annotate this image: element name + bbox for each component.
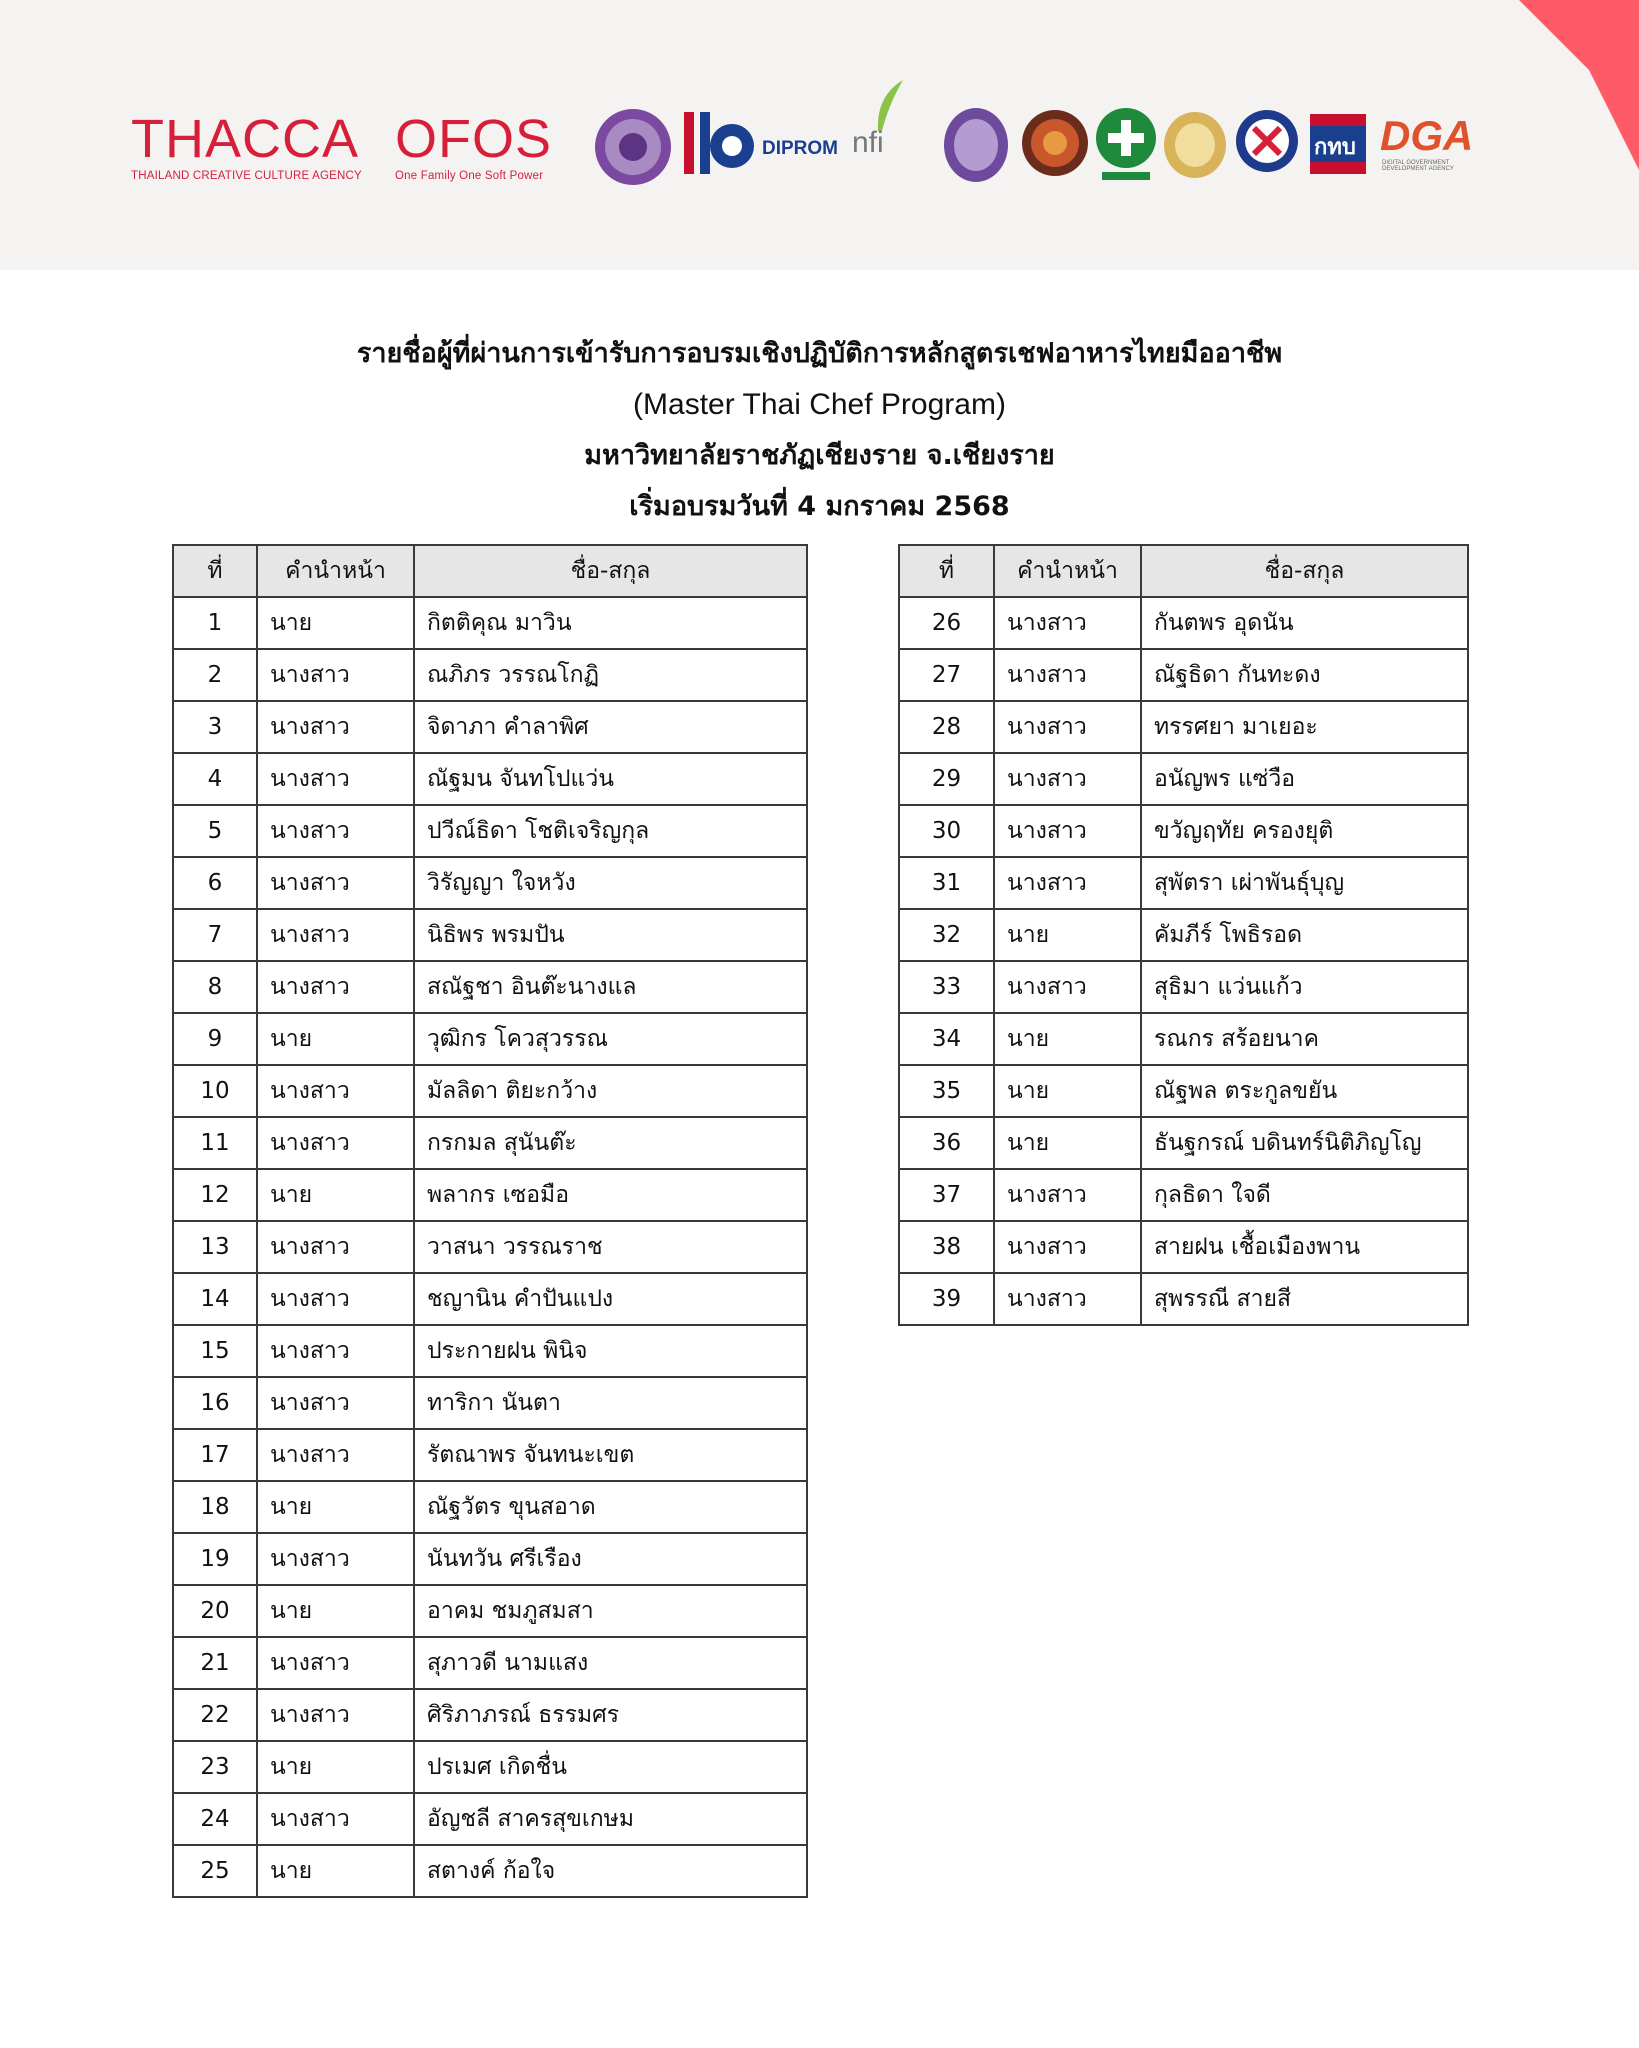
row-full-name: อัญชลี สาครสุขเกษม: [414, 1793, 807, 1845]
table-row: [899, 753, 1468, 805]
row-full-name: ณัฐมน จันทโปแว่น: [414, 753, 807, 805]
table-row: [173, 1741, 807, 1793]
row-full-name: กรกมล สุนันต๊ะ: [414, 1117, 807, 1169]
row-number: 5: [173, 805, 257, 857]
row-full-name: ประกายฝน พินิจ: [414, 1325, 807, 1377]
row-prefix: นาย: [994, 1117, 1141, 1169]
department-of-health-logo-icon: [1094, 106, 1158, 184]
row-full-name: ธันฐกรณ์ บดินทร์นิติภิญโญ: [1141, 1117, 1468, 1169]
row-number: 9: [173, 1013, 257, 1065]
row-prefix: นางสาว: [257, 753, 414, 805]
tpqi-logo-icon: [1234, 108, 1300, 178]
row-prefix: นางสาว: [994, 1273, 1141, 1325]
row-number: 1: [173, 597, 257, 649]
row-number: 34: [899, 1013, 994, 1065]
row-number: 36: [899, 1117, 994, 1169]
row-prefix: นางสาว: [257, 649, 414, 701]
bangkok-logo-icon: กทบ: [1310, 114, 1366, 174]
row-full-name: กิตติคุณ มาวิน: [414, 597, 807, 649]
row-number: 2: [173, 649, 257, 701]
corner-decoration: [1519, 0, 1639, 170]
row-full-name: สายฝน เชื้อเมืองพาน: [1141, 1221, 1468, 1273]
table-row: [899, 1013, 1468, 1065]
title-line-4: เริ่มอบรมวันที่ 4 มกราคม 2568: [629, 491, 1010, 522]
row-prefix: นางสาว: [257, 1221, 414, 1273]
row-number: 28: [899, 701, 994, 753]
row-full-name: สุภาวดี นามแสง: [414, 1637, 807, 1689]
table-row: [173, 1429, 807, 1481]
table-header-row: [173, 545, 807, 597]
row-full-name: วุฒิกร โควสุวรรณ: [414, 1013, 807, 1065]
row-prefix: นางสาว: [994, 701, 1141, 753]
table-row: [173, 1325, 807, 1377]
row-prefix: นาย: [257, 1169, 414, 1221]
row-number: 29: [899, 753, 994, 805]
row-full-name: พลากร เซอมือ: [414, 1169, 807, 1221]
row-full-name: รัตณาพร จันทนะเขต: [414, 1429, 807, 1481]
table-row: [899, 701, 1468, 753]
row-prefix: นางสาว: [257, 1273, 414, 1325]
row-number: 21: [173, 1637, 257, 1689]
row-prefix: นางสาว: [994, 1221, 1141, 1273]
row-prefix: นางสาว: [257, 1377, 414, 1429]
table-row: [173, 1065, 807, 1117]
row-number: 7: [173, 909, 257, 961]
table-row: [899, 961, 1468, 1013]
row-number: 23: [173, 1741, 257, 1793]
table-row: [899, 1065, 1468, 1117]
row-full-name: ศิริภาภรณ์ ธรรมศร: [414, 1689, 807, 1741]
row-number: 20: [173, 1585, 257, 1637]
row-prefix: นาย: [994, 909, 1141, 961]
row-number: 30: [899, 805, 994, 857]
column-header-no: ที่: [173, 545, 257, 597]
row-full-name: กันตพร อุดนัน: [1141, 597, 1468, 649]
table-row: [173, 857, 807, 909]
row-number: 16: [173, 1377, 257, 1429]
table-row: [899, 649, 1468, 701]
table-row: [173, 1273, 807, 1325]
table-row: [899, 805, 1468, 857]
row-prefix: นางสาว: [257, 805, 414, 857]
table-row: [173, 1481, 807, 1533]
row-number: 31: [899, 857, 994, 909]
thacca-logo: THACCA THAILAND CREATIVE CULTURE AGENCY: [131, 109, 362, 182]
row-number: 33: [899, 961, 994, 1013]
row-prefix: นางสาว: [994, 753, 1141, 805]
row-number: 35: [899, 1065, 994, 1117]
row-prefix: นางสาว: [994, 649, 1141, 701]
row-number: 17: [173, 1429, 257, 1481]
table-row: [173, 753, 807, 805]
row-number: 14: [173, 1273, 257, 1325]
row-full-name: นิธิพร พรมปัน: [414, 909, 807, 961]
table-row: [173, 1793, 807, 1845]
row-number: 37: [899, 1169, 994, 1221]
row-prefix: นาย: [257, 1845, 414, 1897]
table-row: [173, 701, 807, 753]
document-title: [0, 328, 1639, 532]
row-full-name: วิรัญญา ใจหวัง: [414, 857, 807, 909]
row-full-name: ชญานิน คำปันแปง: [414, 1273, 807, 1325]
row-full-name: ปวีณ์ธิดา โชติเจริญกุล: [414, 805, 807, 857]
row-full-name: มัลลิดา ติยะกว้าง: [414, 1065, 807, 1117]
column-header-prefix: คำนำหน้า: [257, 545, 414, 597]
table-row: [173, 1845, 807, 1897]
row-number: 32: [899, 909, 994, 961]
row-prefix: นาย: [257, 1481, 414, 1533]
table-row: [173, 805, 807, 857]
row-prefix: นางสาว: [994, 1169, 1141, 1221]
row-prefix: นางสาว: [257, 1793, 414, 1845]
table-row: [173, 1637, 807, 1689]
column-header-name: ชื่อ-สกุล: [1141, 545, 1468, 597]
row-number: 39: [899, 1273, 994, 1325]
table-header-row: [899, 545, 1468, 597]
row-prefix: นางสาว: [257, 857, 414, 909]
row-prefix: นางสาว: [257, 1533, 414, 1585]
table-row: [173, 1585, 807, 1637]
row-prefix: นางสาว: [257, 1117, 414, 1169]
table-row: [173, 1221, 807, 1273]
row-prefix: นางสาว: [257, 701, 414, 753]
row-number: 26: [899, 597, 994, 649]
table-row: [173, 1533, 807, 1585]
column-header-name: ชื่อ-สกุล: [414, 545, 807, 597]
row-full-name: กุลธิดา ใจดี: [1141, 1169, 1468, 1221]
row-number: 38: [899, 1221, 994, 1273]
row-full-name: ณัฐวัตร ขุนสอาด: [414, 1481, 807, 1533]
row-full-name: ณัฐธิดา กันทะดง: [1141, 649, 1468, 701]
table-row: [899, 909, 1468, 961]
row-full-name: คัมภีร์ โพธิรอด: [1141, 909, 1468, 961]
table-row: [173, 1117, 807, 1169]
row-prefix: นางสาว: [257, 1689, 414, 1741]
row-full-name: นันทวัน ศรีเรือง: [414, 1533, 807, 1585]
row-number: 13: [173, 1221, 257, 1273]
row-full-name: ปรเมศ เกิดชื่น: [414, 1741, 807, 1793]
row-prefix: นางสาว: [257, 1325, 414, 1377]
ministry-of-industry-logo-icon: [678, 102, 758, 186]
row-number: 27: [899, 649, 994, 701]
row-prefix: นาย: [257, 597, 414, 649]
row-number: 8: [173, 961, 257, 1013]
row-number: 25: [173, 1845, 257, 1897]
table-row: [173, 1013, 807, 1065]
university-seal-icon: [1020, 108, 1090, 178]
column-header-prefix: คำนำหน้า: [994, 545, 1141, 597]
row-prefix: นางสาว: [257, 961, 414, 1013]
row-full-name: สุธิมา แว่นแก้ว: [1141, 961, 1468, 1013]
row-prefix: นาย: [994, 1013, 1141, 1065]
row-prefix: นาย: [257, 1013, 414, 1065]
row-full-name: สุพรรณี สายสี: [1141, 1273, 1468, 1325]
table-row: [899, 1117, 1468, 1169]
row-prefix: นางสาว: [257, 909, 414, 961]
row-number: 11: [173, 1117, 257, 1169]
table-row: [173, 909, 807, 961]
row-number: 3: [173, 701, 257, 753]
row-number: 18: [173, 1481, 257, 1533]
row-number: 19: [173, 1533, 257, 1585]
row-full-name: ทรรศยา มาเยอะ: [1141, 701, 1468, 753]
column-header-no: ที่: [899, 545, 994, 597]
table-row: [899, 1169, 1468, 1221]
row-full-name: อนัญพร แซ่วือ: [1141, 753, 1468, 805]
row-full-name: จิดาภา คำลาพิศ: [414, 701, 807, 753]
participants-table-right: [898, 544, 1469, 1326]
table-row: [173, 961, 807, 1013]
row-full-name: วาสนา วรรณราช: [414, 1221, 807, 1273]
row-prefix: นางสาว: [257, 1065, 414, 1117]
row-full-name: อาคม ชมภูสมสา: [414, 1585, 807, 1637]
row-full-name: ณัฐพล ตระกูลขยัน: [1141, 1065, 1468, 1117]
table-row: [899, 597, 1468, 649]
row-prefix: นาย: [994, 1065, 1141, 1117]
table-row: [173, 1169, 807, 1221]
row-number: 12: [173, 1169, 257, 1221]
nfi-logo-icon: nfi: [848, 76, 908, 186]
row-number: 6: [173, 857, 257, 909]
row-number: 10: [173, 1065, 257, 1117]
ministry-seal-icon: [942, 106, 1010, 184]
row-prefix: นาย: [257, 1741, 414, 1793]
participants-table-left: [172, 544, 808, 1898]
row-prefix: นางสาว: [257, 1637, 414, 1689]
table-row: [173, 649, 807, 701]
title-line-2: (Master Thai Chef Program): [633, 388, 1006, 421]
row-prefix: นางสาว: [994, 961, 1141, 1013]
dga-logo-icon: DGA DIGITAL GOVERNMENT DEVELOPMENT AGENCY: [1380, 112, 1474, 172]
row-prefix: นางสาว: [994, 857, 1141, 909]
ofos-logo: OFOS One Family One Soft Power: [395, 109, 553, 182]
row-number: 22: [173, 1689, 257, 1741]
row-full-name: สุพัตรา เผ่าพันธุ์บุญ: [1141, 857, 1468, 909]
row-number: 24: [173, 1793, 257, 1845]
title-line-1: รายชื่อผู้ที่ผ่านการเข้ารับการอบรมเชิงปฏิบัติการหลักสูตรเชฟอาหารไทยมืออาชีพ: [356, 338, 1283, 369]
royal-emblem-icon: [1162, 110, 1228, 180]
row-full-name: รณกร สร้อยนาค: [1141, 1013, 1468, 1065]
ministry-of-culture-seal-icon: [592, 106, 674, 188]
table-row: [173, 597, 807, 649]
row-prefix: นางสาว: [257, 1429, 414, 1481]
title-line-3: มหาวิทยาลัยราชภัฏเชียงราย จ.เชียงราย: [584, 440, 1055, 471]
row-prefix: นาย: [257, 1585, 414, 1637]
row-prefix: นางสาว: [994, 597, 1141, 649]
row-prefix: นางสาว: [994, 805, 1141, 857]
table-row: [173, 1377, 807, 1429]
row-full-name: สตางค์ ก้อใจ: [414, 1845, 807, 1897]
table-row: [173, 1689, 807, 1741]
table-row: [899, 1273, 1468, 1325]
row-full-name: ขวัญฤทัย ครองยุติ: [1141, 805, 1468, 857]
diprom-logo-icon: DIPROM: [762, 138, 838, 159]
table-row: [899, 1221, 1468, 1273]
row-full-name: ณภิภร วรรณโกฏิ: [414, 649, 807, 701]
row-full-name: ทาริกา นันตา: [414, 1377, 807, 1429]
table-row: [899, 857, 1468, 909]
row-full-name: สณัฐชา อินต๊ะนางแล: [414, 961, 807, 1013]
row-number: 4: [173, 753, 257, 805]
row-number: 15: [173, 1325, 257, 1377]
